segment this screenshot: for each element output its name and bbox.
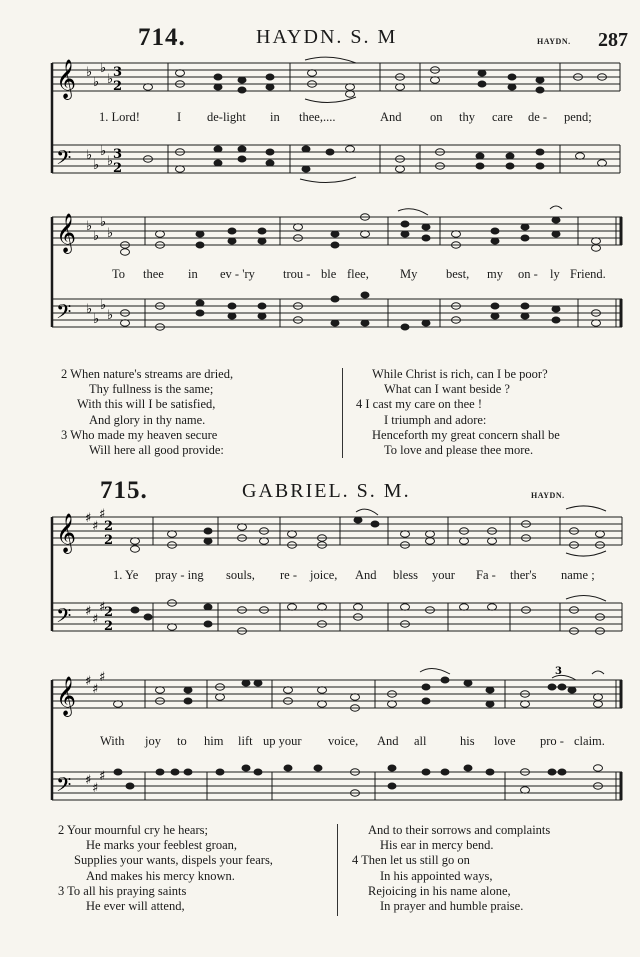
hymn-715-lyrics-line-2 [0, 734, 640, 750]
lyric-word: him [204, 734, 224, 748]
svg-text:♯: ♯ [92, 781, 99, 796]
verse-line: He ever will attend, [86, 899, 185, 914]
time-signature-714: 3/2 [4, 938, 16, 948]
lyric-word: souls, [226, 568, 255, 582]
treble-clef-icon: 𝄞 [56, 59, 77, 99]
verse-line: 4 I cast my care on thee ! [356, 397, 482, 412]
svg-text:♯: ♯ [92, 519, 99, 534]
lyric-word: your [432, 568, 455, 582]
svg-text:♯: ♯ [99, 600, 106, 615]
verse-line: I triumph and adore: [384, 412, 487, 427]
lyric-word: ev - 'ry [220, 267, 255, 281]
verse-line: In his appointed ways, [380, 868, 493, 883]
svg-text:♭: ♭ [93, 312, 100, 327]
lyric-word: Friend. [570, 267, 606, 281]
lyric-word: And [377, 734, 399, 748]
lyric-word: name ; [561, 568, 595, 582]
svg-text:♯: ♯ [99, 769, 106, 784]
hymn-number-715: 715. [100, 477, 148, 504]
hymn-title-714: HAYDN. S. M [256, 26, 398, 48]
svg-text:♭: ♭ [100, 144, 107, 159]
verse-line: Rejoicing in his name alone, [368, 883, 511, 898]
svg-text:♭: ♭ [93, 158, 100, 173]
svg-text:3: 3 [113, 147, 123, 162]
lyric-word: 1. Ye [113, 568, 139, 582]
lyric-word: voice, [328, 734, 359, 748]
lyric-word: My [400, 267, 418, 281]
bass-clef-icon: 𝄢 [56, 773, 72, 801]
lyric-word: 1. Lord! [99, 110, 140, 124]
verse-line: While Christ is rich, can I be poor? [372, 367, 548, 381]
hymn-715-composer: HAYDN. [531, 491, 565, 500]
svg-text:♯: ♯ [85, 604, 92, 619]
hymn-714-verses-left [61, 367, 331, 458]
verse-line: 2 Your mournful cry he hears; [58, 823, 208, 837]
hymn-714-system-1 [0, 55, 640, 215]
lyric-word: pray - ing [155, 568, 204, 582]
time-signature-715: 2/2 [30, 938, 42, 948]
hymn-715-verses-left [58, 823, 338, 914]
verse-line: Will here all good provide: [89, 443, 224, 458]
svg-text:2: 2 [104, 605, 114, 620]
svg-text:2: 2 [104, 519, 114, 534]
verse-column-divider [337, 824, 338, 916]
verse-line: His ear in mercy bend. [380, 838, 494, 853]
lyric-word: bless [393, 568, 418, 582]
svg-text:♭: ♭ [100, 215, 107, 230]
svg-text:♯: ♯ [85, 773, 92, 788]
page-number: 287 [598, 29, 628, 51]
verse-line: Thy fullness is the same; [89, 382, 214, 397]
svg-text:♭: ♭ [86, 65, 93, 80]
lyric-word: re - [280, 568, 297, 582]
lyric-word: pro - [540, 734, 564, 748]
hymn-title-715: GABRIEL. S. M. [242, 480, 411, 502]
bass-clef-icon: 𝄢 [56, 146, 72, 174]
verse-line: Supplies your wants, dispels your fears, [74, 853, 273, 868]
verse-line: In prayer and humble praise. [380, 899, 524, 914]
lyric-word: his [460, 734, 475, 748]
verse-line: To love and please thee more. [384, 443, 534, 458]
svg-text:♭: ♭ [100, 298, 107, 313]
lyric-word: on - [518, 267, 538, 281]
lyric-word: flee, [347, 267, 369, 281]
lyric-word: joice, [310, 568, 338, 582]
verse-line: 2 When nature's streams are dried, [61, 367, 234, 381]
lyric-word: ther's [510, 568, 537, 582]
svg-text:♯: ♯ [92, 682, 99, 697]
running-head-tune: HAYDN. [537, 37, 571, 46]
svg-text:♭: ♭ [107, 72, 114, 87]
lyric-word: all [414, 734, 427, 748]
lyric-word: With [100, 734, 125, 748]
lyric-word: And [380, 110, 402, 124]
lyric-word: in [270, 110, 280, 124]
verse-line: 3 To all his praying saints [58, 883, 187, 898]
lyric-word: And [355, 568, 377, 582]
lyric-word: trou - [283, 267, 311, 281]
lyric-word: care [492, 110, 513, 124]
svg-text:♭: ♭ [86, 302, 93, 317]
lyric-word: in [188, 267, 198, 281]
treble-clef-icon: 𝄞 [56, 213, 77, 253]
hymn-715-lyrics-line-1 [0, 568, 640, 584]
hymn-714-verses-right [356, 367, 626, 458]
lyric-word: love [494, 734, 516, 748]
lyric-word: lift [238, 734, 253, 748]
verse-line: Henceforth my great concern shall be [372, 427, 560, 442]
lyric-word: de - [528, 110, 548, 124]
lyric-word: my [487, 267, 503, 281]
bass-clef-icon: 𝄢 [56, 604, 72, 632]
lyric-word: pend; [564, 110, 592, 124]
svg-text:♯: ♯ [99, 507, 106, 522]
lyric-word: de-light [207, 110, 246, 124]
hymn-714-lyrics-line-1 [0, 110, 640, 126]
svg-text:♯: ♯ [99, 670, 106, 685]
lyric-word: claim. [574, 734, 605, 748]
hymn-714-system-2 [0, 205, 640, 365]
svg-text:♯: ♯ [92, 612, 99, 627]
lyric-word: ble [321, 267, 337, 281]
hymn-715-verses-right [352, 823, 632, 914]
svg-text:♭: ♭ [107, 154, 114, 169]
lyric-word: To [112, 267, 126, 281]
bass-clef-icon: 𝄢 [56, 300, 72, 328]
hymn-number-714: 714. [138, 24, 186, 51]
treble-clef-icon: 𝄞 [56, 676, 77, 716]
hymn-714-lyrics-line-2 [0, 267, 640, 283]
svg-text:2: 2 [113, 79, 123, 94]
svg-text:♭: ♭ [86, 219, 93, 234]
hymn-715-system-1 [0, 505, 640, 665]
svg-text:♭: ♭ [107, 226, 114, 241]
treble-clef-icon: 𝄞 [56, 513, 77, 553]
lyric-word: on [430, 110, 443, 124]
svg-text:♭: ♭ [93, 229, 100, 244]
svg-text:2: 2 [104, 533, 114, 548]
verse-line: He marks your feeblest groan, [86, 838, 237, 853]
verse-line: And glory in thy name. [89, 412, 206, 427]
lyric-word: thee [143, 267, 164, 281]
svg-text:3: 3 [113, 65, 123, 80]
lyric-word: Fa - [476, 568, 496, 582]
svg-text:2: 2 [113, 161, 123, 176]
verse-line: 3 Who made my heaven secure [61, 427, 218, 442]
svg-text:2: 2 [104, 619, 114, 634]
svg-text:♭: ♭ [100, 61, 107, 76]
lyric-word: to [177, 734, 187, 748]
verse-column-divider [342, 368, 343, 458]
lyric-word: up your [263, 734, 302, 748]
svg-text:♭: ♭ [93, 75, 100, 90]
triplet-mark: 3 [555, 666, 562, 677]
verse-line: And to their sorrows and complaints [368, 823, 551, 837]
verse-line: And makes his mercy known. [86, 868, 235, 883]
svg-text:♯: ♯ [85, 511, 92, 526]
svg-text:♭: ♭ [86, 148, 93, 163]
lyric-word: thy [459, 110, 475, 124]
svg-text:♭: ♭ [107, 308, 114, 323]
verse-line: With this will I be satisfied, [77, 397, 216, 412]
verse-line: 4 Then let us still go on [352, 853, 470, 868]
lyric-word: joy [145, 734, 161, 748]
lyric-word: thee,.... [299, 110, 336, 124]
lyric-word: best, [446, 267, 470, 281]
lyric-word: ly [550, 267, 560, 281]
svg-text:♯: ♯ [85, 674, 92, 689]
verse-line: What can I want beside ? [384, 382, 510, 397]
lyric-word: I [177, 110, 182, 124]
